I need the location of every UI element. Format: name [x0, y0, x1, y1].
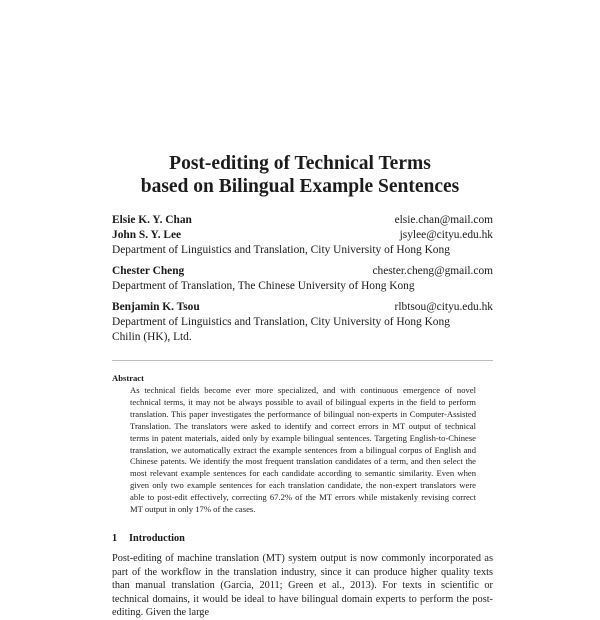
section-heading — [112, 532, 185, 545]
author-name: Benjamin K. Tsou — [112, 301, 200, 313]
header-divider — [112, 360, 493, 361]
author-row — [112, 264, 493, 279]
abstract-text: As technical fields become ever more specialized, and with continuous emergence of novel technical terms, it may not be always possible to avail of bilingual experts in the field to perform translation. This paper investigates the performance of bilingual non-experts in Computer-Assisted Translation. The translators were asked to identify and correct errors in MT output of technical terms in patent materials, aided only by example bilingual sentences. Targeting English-to-Chinese translation, we automatically extract the example sentences from a bilingual corpus of English and Chinese patents. We identify the most frequent translation candidates of a term, and then select the most relevant example sentences for each candidate according to semantic similarity. Even when given only two example sentences for each translation candidate, the non-expert translators were able to post-edit effectively, correcting 67.2% of the MT errors while mistakenly revising correct MT output in only 17% of the cases. — [130, 385, 476, 515]
author-row — [112, 228, 493, 243]
paper-title — [0, 152, 600, 198]
author-email: jsylee@cityu.edu.hk — [399, 229, 493, 241]
title-line-1: Post-editing of Technical Terms — [169, 153, 431, 174]
author-block — [112, 213, 493, 345]
abstract-heading: Abstract — [112, 373, 144, 383]
author-email: elsie.chan@mail.com — [394, 214, 493, 226]
author-row — [112, 300, 493, 315]
author-affiliation: Department of Linguistics and Translation, City University of Hong Kong — [112, 316, 450, 328]
author-email: rlbtsou@cityu.edu.hk — [394, 301, 493, 313]
section-number: 1 — [112, 533, 118, 544]
author-name: John S. Y. Lee — [112, 229, 182, 241]
author-row — [112, 213, 493, 228]
author-affiliation: Department of Linguistics and Translation, City University of Hong Kong — [112, 244, 450, 256]
title-line-2: based on Bilingual Example Sentences — [140, 176, 460, 197]
introduction-text: Post-editing of machine translation (MT) system output is now commonly incorporated as part of the workflow in the translation industry, since it can produce higher quality texts than manual translation (Garcia, 2011; Green et al., 2013). For texts in scientific or technical domains, it would be ideal to have bilingual domain experts to perform the post-editing. Given the large — [112, 553, 493, 618]
author-name: Chester Cheng — [112, 265, 185, 277]
author-affiliation: Department of Translation, The Chinese University of Hong Kong — [112, 280, 415, 292]
author-email: chester.cheng@gmail.com — [372, 265, 493, 277]
section-title: Introduction — [129, 533, 185, 544]
author-affiliation: Chilin (HK), Ltd. — [112, 331, 192, 343]
author-name: Elsie K. Y. Chan — [112, 214, 192, 226]
